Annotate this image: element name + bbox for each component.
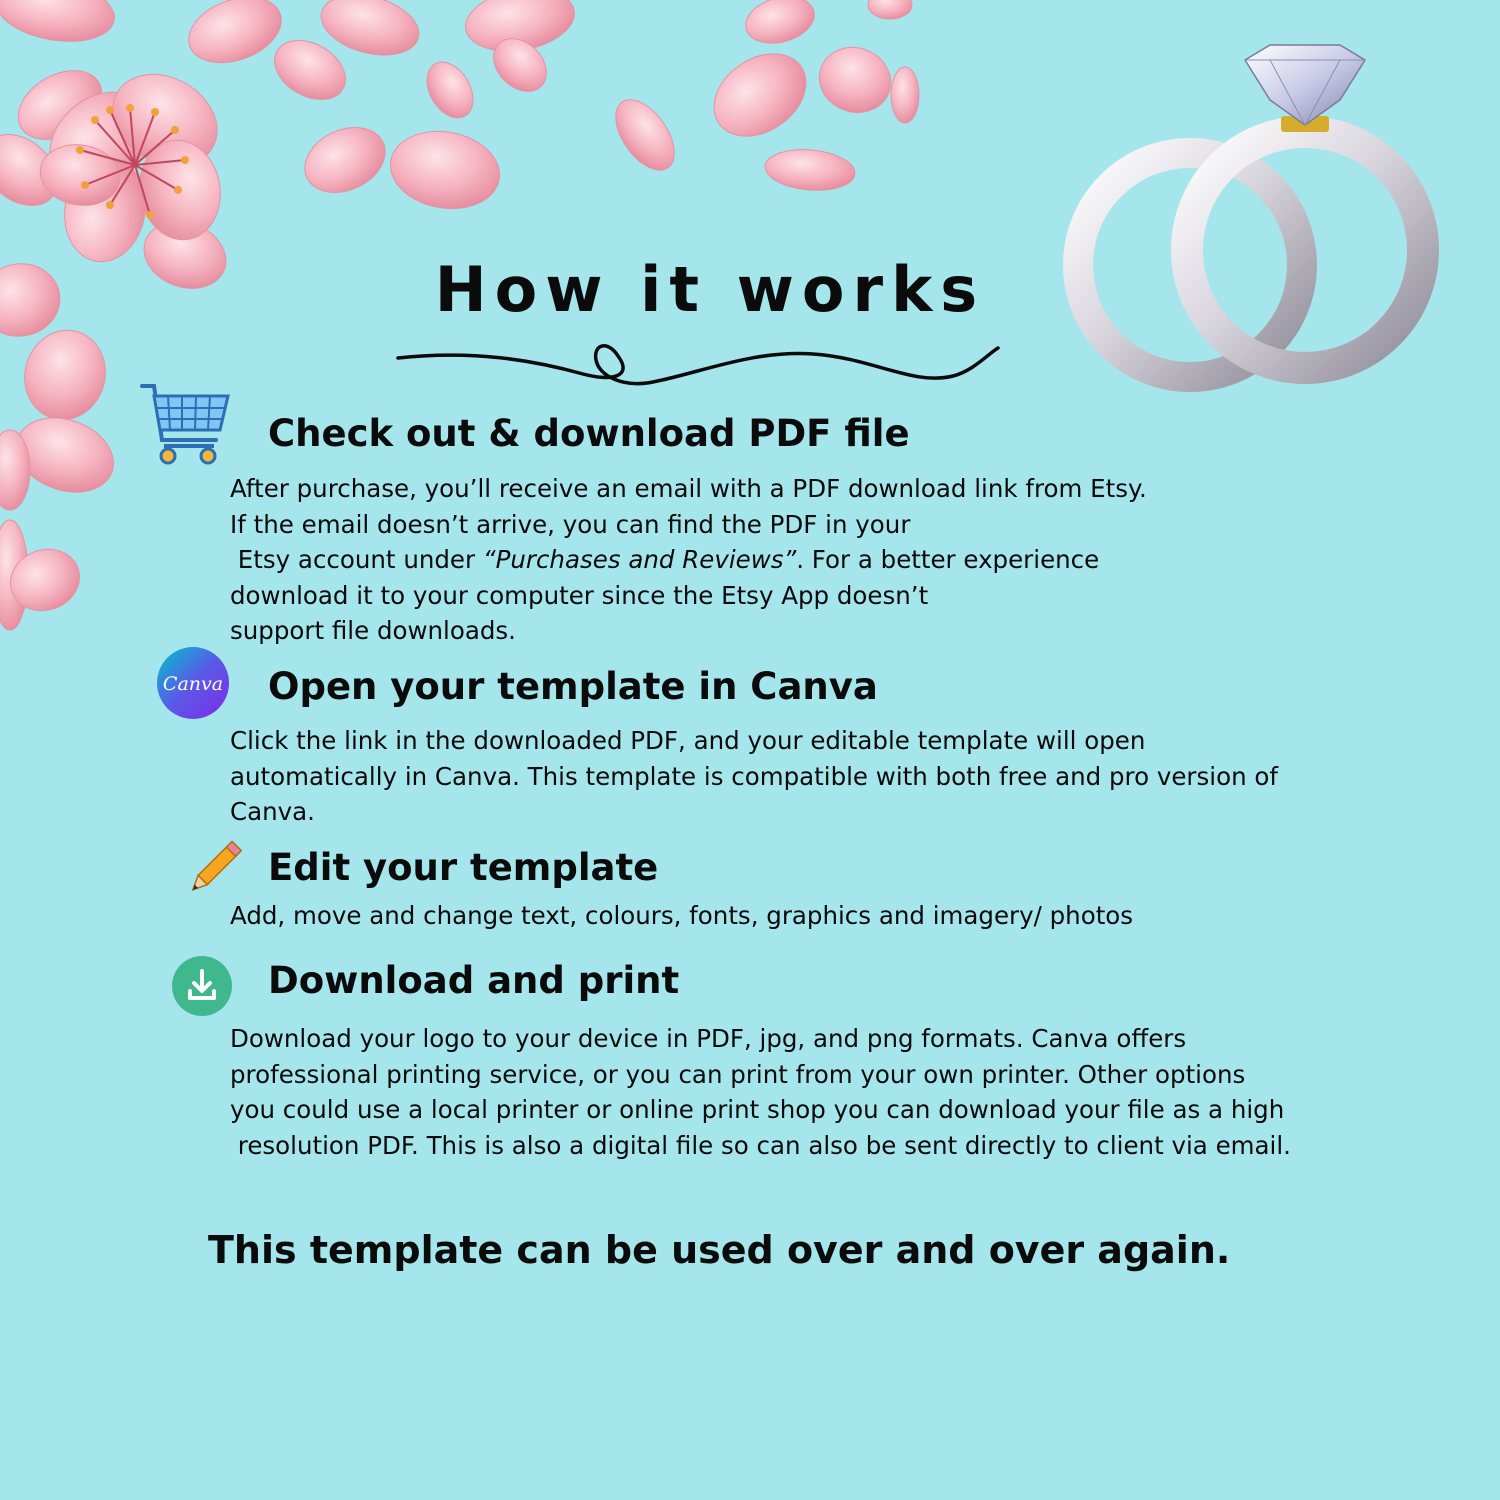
- step-4-text: Download your logo to your device in PDF, jpg, and png formats. Canva offers professional printing service, or you can print from your own printer. Other options you could use a local printer or online print shop you can download your file as a high resolution PDF. This is also a digital file so can also be sent directly to client via email.: [230, 1024, 1291, 1160]
- step-4-heading: Download and print: [268, 959, 680, 1002]
- shopping-cart-icon: [138, 380, 232, 470]
- step-1-heading: Check out & download PDF file: [268, 412, 910, 455]
- step-1-text: After purchase, you’ll receive an email with a PDF download link from Etsy. If the email doesn’t arrive, you can find the PDF in your Etsy account under “Purchases and Reviews”. For a better experience download it to your computer since the Etsy App doesn’t support file downloads.: [230, 474, 1147, 645]
- page-title: How it works: [434, 253, 986, 326]
- canva-logo-text: Canva: [162, 673, 224, 695]
- step-2-text: Click the link in the downloaded PDF, and your editable template will open automatically in Canva. This template is compatible with both free and pro version of Canva.: [230, 726, 1278, 826]
- pencil-icon: [180, 836, 246, 902]
- step-2-heading: Open your template in Canva: [268, 665, 878, 708]
- canva-logo-icon: [156, 646, 230, 720]
- download-icon: [171, 955, 233, 1017]
- step-3-heading: Edit your template: [268, 846, 659, 889]
- footer-note: This template can be used over and over again.: [208, 1228, 1231, 1272]
- swirl-divider-icon: [393, 336, 1003, 396]
- step-3-text: Add, move and change text, colours, fonts, graphics and imagery/ photos: [230, 901, 1134, 930]
